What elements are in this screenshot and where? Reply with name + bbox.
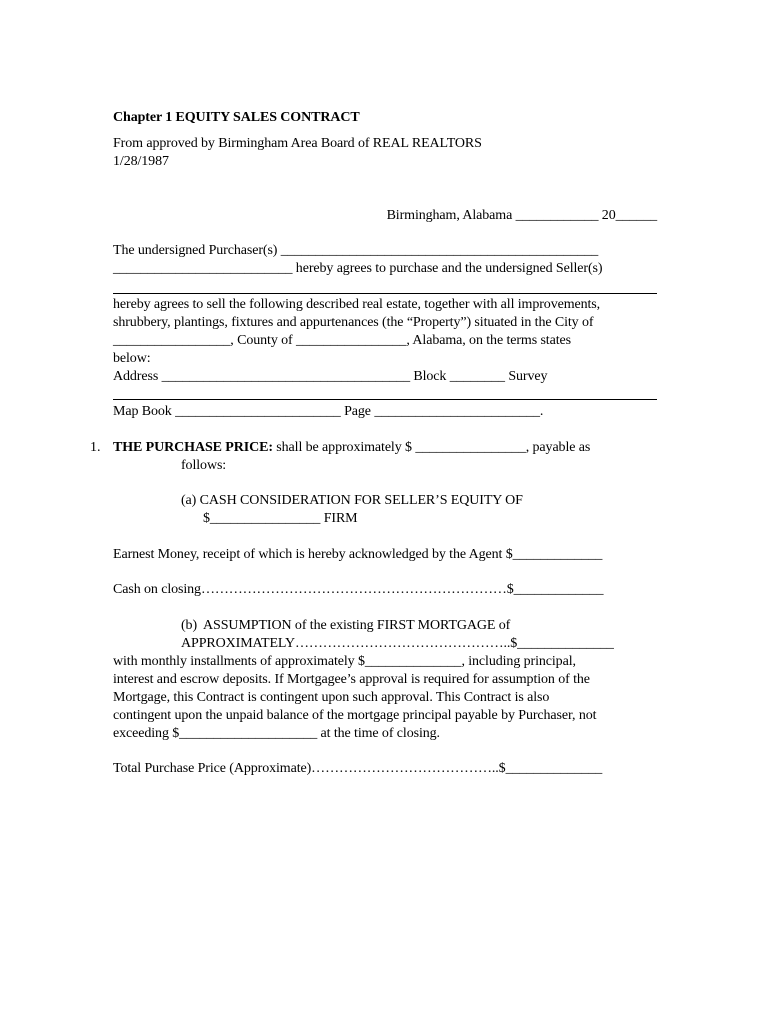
document-title: Chapter 1 EQUITY SALES CONTRACT [113, 110, 360, 125]
total-price-line: Total Purchase Price (Approximate)…………………………………..$______________ [113, 761, 603, 776]
address-line: Address ____________________________________ Block ________ Survey [113, 369, 548, 384]
monthly-line-5: exceeding $____________________ at the time of closing. [113, 726, 440, 741]
survey-blank-rule [113, 399, 657, 400]
purchaser-line-1: The undersigned Purchaser(s) ______________________________________________ [113, 243, 599, 258]
approved-line: From approved by Birmingham Area Board of REAL REALTORS [113, 136, 482, 151]
section-heading: THE PURCHASE PRICE: [113, 440, 273, 455]
cash-consideration-line-2: $________________ FIRM [203, 511, 358, 526]
seller-blank-rule [113, 293, 657, 294]
property-line-4: below: [113, 351, 151, 366]
monthly-line-3: Mortgage, this Contract is contingent upon such approval. This Contract is also [113, 690, 550, 705]
cash-consideration-line-1: (a) CASH CONSIDERATION FOR SELLER’S EQUITY OF [181, 493, 523, 508]
earnest-money-line: Earnest Money, receipt of which is hereby acknowledged by the Agent $_____________ [113, 547, 603, 562]
section-number: 1. [90, 440, 101, 455]
property-line-1: hereby agrees to sell the following described real estate, together with all improvements, [113, 297, 601, 312]
place-date-line: Birmingham, Alabama ____________ 20______ [386, 208, 657, 223]
cash-on-closing-line: Cash on closing…………………………………………………………$_____________ [113, 582, 604, 597]
section-text-b: follows: [181, 458, 227, 473]
purchaser-line-2: __________________________ hereby agrees to purchase and the undersigned Seller(s) [113, 261, 603, 276]
section-1-line [113, 439, 590, 457]
monthly-line-4: contingent upon the unpaid balance of the mortgage principal payable by Purchaser, not [113, 708, 597, 723]
property-line-2: shrubbery, plantings, fixtures and appurtenances (the “Property”) situated in the City of [113, 315, 594, 330]
assumption-line-2: APPROXIMATELY………………………………………..$______________ [181, 636, 614, 651]
monthly-line-1: with monthly installments of approximately $______________, including principal, [113, 654, 576, 669]
assumption-line-1: (b) ASSUMPTION of the existing FIRST MORTGAGE of [181, 618, 511, 633]
mapbook-line: Map Book ________________________ Page ________________________. [113, 404, 544, 419]
property-line-3: _________________, County of ________________, Alabama, on the terms states [113, 333, 571, 348]
section-text-a: shall be approximately $ ________________, payable as [272, 440, 591, 455]
monthly-line-2: interest and escrow deposits. If Mortgagee’s approval is required for assumption of the [113, 672, 590, 687]
approved-date: 1/28/1987 [113, 154, 169, 169]
